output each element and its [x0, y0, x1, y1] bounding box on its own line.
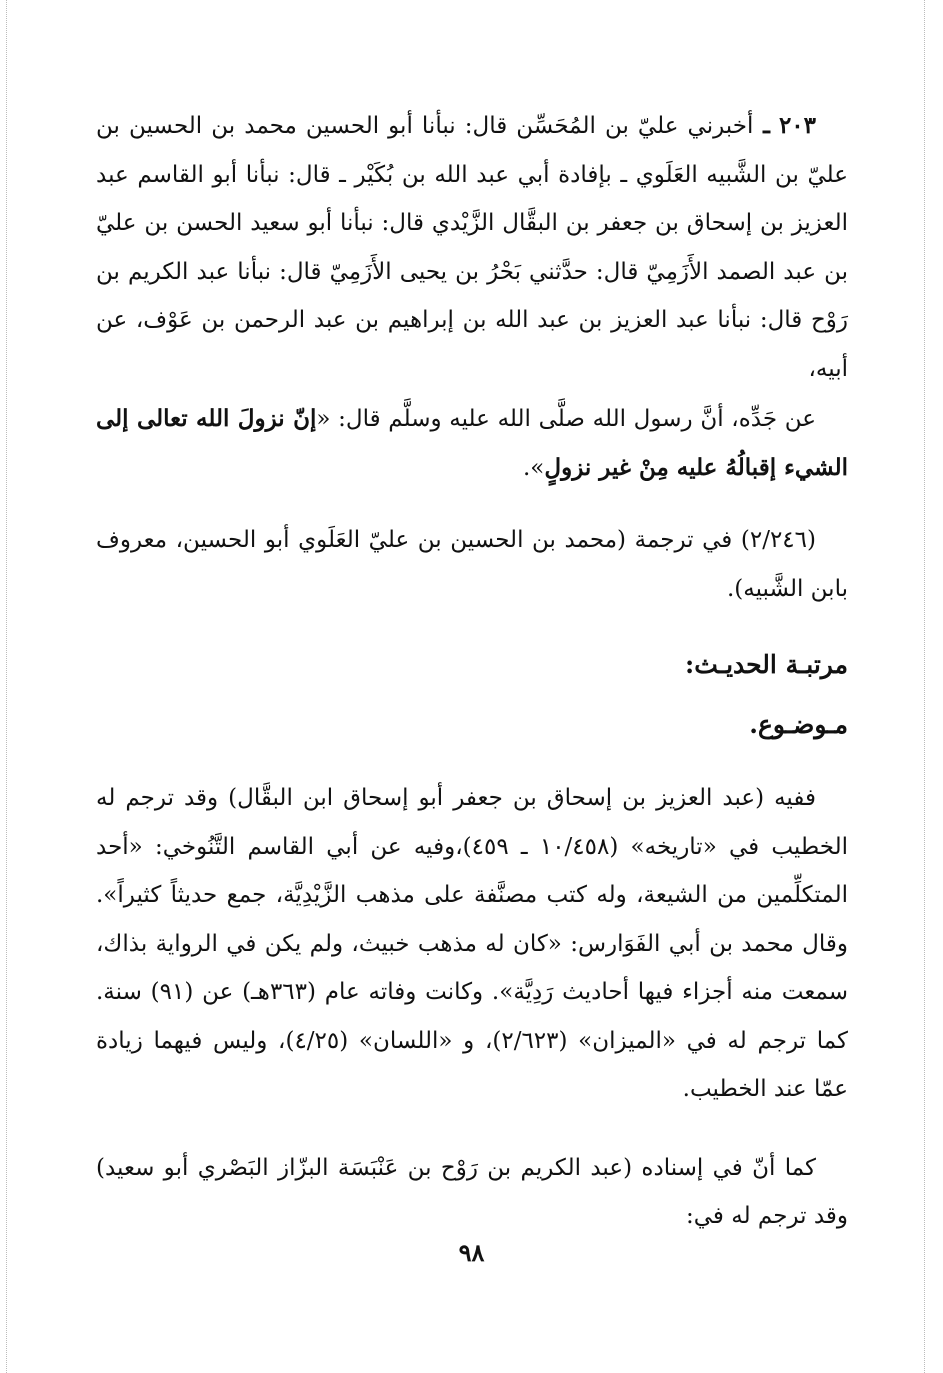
scan-edge-left — [6, 0, 7, 1373]
discussion-block — [96, 774, 848, 1241]
matn-intro: عن جَدِّه، أنَّ رسول الله صلَّى الله عليه وسلَّم قال: « — [316, 406, 816, 432]
isnad-line: الحسين بن عليّ بن الشَّبيه العَلَوي ـ بإفادة أبي عبد الله بن بُكَيْر ـ قال: نبأنا — [96, 113, 849, 188]
hadith-matn — [96, 395, 848, 492]
matn-close: ». — [522, 454, 545, 481]
section-title: مرتبـة الحديـث: — [684, 650, 848, 679]
hadith-block — [96, 102, 848, 492]
reference-text: (٢/٢٤٦) في ترجمة (محمد بن الحسين بن عليّ العَلَوي أبو الحسين، معروف بابن الشَّبيه). — [96, 527, 848, 602]
isnad-line: الحسن بن عليّ بن عبد الصمد الأَزَمِيّ قال: حدَّثني بَحْرُ بن يحيى الأَزَمِيّ قال: نبأنا — [96, 210, 848, 285]
reference-block — [96, 516, 848, 613]
isnad-line: عَوْف، عن أبيه، — [96, 307, 848, 382]
matn-text: إنّ نزولَ الله تعالى إلى الشيء إقبالُهُ عليه مِنْ غير نزولٍ — [96, 405, 848, 481]
scan-edge-right — [924, 0, 925, 1373]
isnad-line: أبو القاسم عبد العزيز بن إسحاق بن جعفر بن البقَّال الزَّيْدي قال: نبأنا أبو سعيد — [96, 161, 848, 236]
discussion-paragraph: ففيه (عبد العزيز بن إسحاق بن جعفر أبو إسحاق ابن البقَّال) وقد ترجم له الخطيب في «تاريخه» (١٠/٤٥٨ ـ ٤٥٩)،وفيه عن أبي القاسم التَّنُوخي: «أحد المتكلِّمين من الشيعة، وله كتب مصنَّفة على مذهب الزَّيْدِيَّة، جمع حديثاً كثيراً». وقال محمد بن أبي الفَوَارس: «كان له مذهب خبيث، ولم يكن في الرواية بذاك، سمعت منه أجزاء فيها أحاديث رَدِيَّة». وكانت وفاته عام (٣٦٣هـ) عن (٩١) سنة. كما ترجم له في «الميزان» (٢/٦٢٣)، و «اللسان» (٤/٢٥)، وليس فيهما زيادة عمّا عند الخطيب. — [96, 785, 849, 1102]
grade-label: مـوضـوع. — [749, 710, 848, 739]
hadith-number: ٢٠٣ — [778, 112, 816, 139]
page-number: ٩٨ — [458, 1238, 485, 1267]
isnad-line: أخبرني عليّ بن المُحَسِّن قال: نبأنا أبو الحسين محمد بن — [211, 113, 754, 139]
isnad-line: عبد الكريم بن رَوْح قال: نبأنا عبد العزيز بن عبد الله بن إبراهيم بن عبد الرحمن بن — [96, 258, 849, 333]
hadith-isnad-first: ٢٠٣ ـ أخبرني عليّ بن المُحَسِّن قال: نبأنا أبو الحسين محمد بن الحسين بن عليّ بن الشَّبيه العَلَوي ـ بإفادة أبي عبد الله بن بُكَيْر ـ قال: نبأنا أبو القاسم عبد العزيز بن إسحاق بن جعفر بن البقَّال الزَّيْدي قال: نبأنا أبو سعيد الحسن بن عليّ بن عبد الصمد الأَزَمِيّ قال: حدَّثني بَحْرُ بن يحيى الأَزَمِيّ قال: نبأنا عبد الكريم بن رَوْح قال: نبأنا عبد العزيز بن عبد الله بن إبراهيم بن عبد الرحمن بن عَوْف، عن أبيه، — [96, 112, 849, 382]
discussion-paragraph: كما أنّ في إسناده (عبد الكريم بن رَوْح بن عَنْبَسَة البزّاز البَصْري أبو سعيد) وقد ترجم له في: — [96, 1154, 848, 1229]
